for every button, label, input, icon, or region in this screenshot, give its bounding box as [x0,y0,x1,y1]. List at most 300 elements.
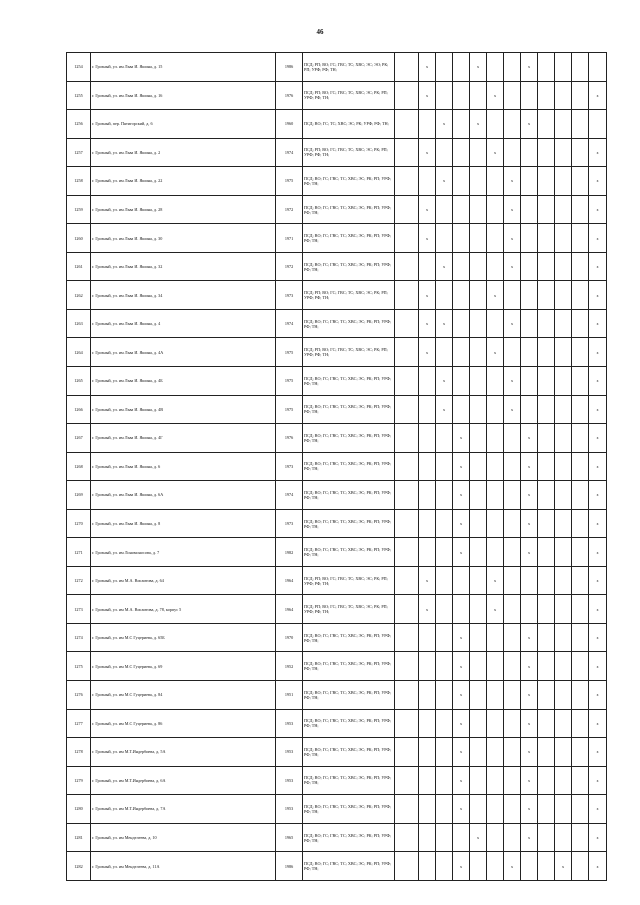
mark-cell [572,509,589,538]
mark-cell [453,738,470,767]
mark-cell [395,53,419,82]
mark-cell [504,81,521,110]
mark-x: x [527,749,531,755]
mark-cell [504,709,521,738]
row-year: 1976 [276,424,303,453]
row-year: 1964 [276,595,303,624]
mark-cell [395,281,419,310]
mark-cell [504,281,521,310]
table-row [67,81,607,110]
mark-cell [504,509,521,538]
mark-cell [504,652,521,681]
mark-x: x [425,349,429,355]
mark-x: x [510,406,514,412]
mark-cell [395,81,419,110]
mark-cell [555,623,572,652]
mark-cell [436,53,453,82]
mark-cell [504,452,521,481]
mark-cell [538,509,555,538]
mark-x: x [493,578,497,584]
table-row [67,681,607,710]
mark-cell [555,452,572,481]
table-row [67,795,607,824]
mark-cell [395,367,419,396]
row-services: ПСД; РП; ВО; ГС; ГВС; ТС; ХВС; ЭС; РК; РП; УРФ; РФ; ТН; [303,281,395,310]
mark-x: x [459,435,463,441]
row-number: 1256 [67,110,91,139]
mark-x: x [527,663,531,669]
mark-cell [453,367,470,396]
mark-cell [572,224,589,253]
row-year: 1973 [276,452,303,481]
mark-x: x [561,863,565,869]
mark-x: x [596,492,599,498]
mark-cell [589,252,607,281]
mark-cell [395,852,419,881]
mark-cell [589,195,607,224]
row-number: 1270 [67,509,91,538]
row-services: ПСД; ВО; ГС; ГВС; ТС; ХВС; ЭС; РК; РП; УРФ; РФ; ТН; [303,167,395,196]
row-address: г. Грозный, ул. им Льва И. Яшина, д. 30 [91,224,276,253]
mark-cell [538,766,555,795]
mark-cell [470,195,487,224]
row-number: 1260 [67,224,91,253]
mark-x: x [596,549,599,555]
mark-cell [453,509,470,538]
mark-cell [589,852,607,881]
row-address: г. Грозный, ул. им М.С Гуцериева, д. 69 [91,652,276,681]
row-address: г. Грозный, ул. им Льва И. Яшина, д. 4Г [91,424,276,453]
mark-cell [504,595,521,624]
mark-x: x [510,321,514,327]
mark-cell [572,566,589,595]
mark-x: x [459,635,463,641]
mark-cell [521,81,538,110]
mark-cell [572,110,589,139]
mark-cell [555,138,572,167]
mark-x: x [527,720,531,726]
mark-cell [572,623,589,652]
mark-cell [521,167,538,196]
mark-cell [572,395,589,424]
mark-cell [521,652,538,681]
mark-cell [395,595,419,624]
mark-x: x [425,321,429,327]
mark-cell [589,795,607,824]
row-number: 1268 [67,452,91,481]
mark-cell [504,309,521,338]
mark-cell [589,566,607,595]
table-row [67,110,607,139]
mark-cell [395,252,419,281]
mark-cell [487,481,504,510]
mark-cell [555,823,572,852]
mark-cell [555,167,572,196]
mark-cell [395,652,419,681]
mark-x: x [442,406,446,412]
mark-cell [470,709,487,738]
mark-cell [487,623,504,652]
mark-x: x [425,578,429,584]
mark-cell [419,623,436,652]
mark-cell [419,224,436,253]
mark-cell [538,424,555,453]
mark-cell [504,367,521,396]
row-address: г. Грозный, ул. им Льва И. Яшина, д. 8 [91,509,276,538]
mark-cell [538,395,555,424]
mark-cell [589,681,607,710]
mark-cell [572,309,589,338]
row-address: г. Грозный, ул. им Льва И. Яшина, д. 4 [91,309,276,338]
table-row [67,738,607,767]
mark-cell [572,281,589,310]
mark-cell [572,424,589,453]
mark-cell [521,281,538,310]
row-services: ПСД; РП; ВО; ГС; ГВС; ТС; ХВС; ЭС; ЭО; РК; РП; УРФ; РФ; ТН; [303,53,395,82]
mark-cell [521,252,538,281]
mark-cell [487,338,504,367]
mark-x: x [510,235,514,241]
row-services: ПСД; ВО; ГС; ГВС; ТС; ХВС; ЭС; РК; РП; УРФ; РФ; ТН; [303,367,395,396]
mark-cell [538,81,555,110]
mark-cell [436,252,453,281]
row-number: 1258 [67,167,91,196]
mark-cell [419,367,436,396]
mark-x: x [459,806,463,812]
mark-cell [395,309,419,338]
mark-cell [538,709,555,738]
mark-x: x [425,606,429,612]
mark-cell [436,681,453,710]
mark-cell [538,595,555,624]
mark-cell [521,709,538,738]
mark-cell [538,738,555,767]
mark-cell [419,709,436,738]
mark-cell [419,81,436,110]
mark-x: x [510,207,514,212]
row-address: г. Грозный, ул. им Льва И. Яшина, д. 4В [91,395,276,424]
row-services: ПСД; ВО; ГС; ГВС; ТС; ХВС; ЭС; РК; РП; УРФ; РФ; ТН; [303,252,395,281]
row-address: г. Грозный, ул. им М.С Гуцериева, д. 65Б [91,623,276,652]
mark-x: x [596,207,599,212]
table-row [67,566,607,595]
mark-cell [521,566,538,595]
table-row [67,395,607,424]
row-year: 1986 [276,852,303,881]
mark-cell [589,138,607,167]
mark-x: x [493,292,497,298]
row-year: 1973 [276,281,303,310]
mark-cell [395,681,419,710]
row-services: ПСД; РП; ВО; ГС; ГВС; ТС; ХВС; ЭС; РК; РП; УРФ; РФ; ТН; [303,595,395,624]
mark-cell [555,738,572,767]
mark-cell [470,252,487,281]
row-year: 1973 [276,509,303,538]
mark-cell [453,623,470,652]
row-services: ПСД; ВО; ГС; ГВС; ТС; ХВС; ЭС; РК; РП; УРФ; РФ; ТН; [303,309,395,338]
row-number: 1275 [67,652,91,681]
mark-cell [436,81,453,110]
mark-cell [589,652,607,681]
mark-x: x [459,863,463,869]
mark-x: x [596,835,599,841]
mark-x: x [596,435,599,441]
mark-cell [487,595,504,624]
row-address: г. Грозный, ул. им Льва И. Яшина, д. 32 [91,252,276,281]
mark-cell [436,309,453,338]
table-row [67,452,607,481]
mark-cell [572,681,589,710]
mark-cell [436,224,453,253]
row-address: г. Грозный, ул. им Льва И. Яшина, д. 16 [91,81,276,110]
row-year: 1952 [276,652,303,681]
mark-cell [589,595,607,624]
mark-cell [470,338,487,367]
mark-cell [555,538,572,567]
row-address: г. Грозный, ул. им Льва И. Яшина, д. 28 [91,195,276,224]
mark-x: x [527,463,531,469]
row-number: 1254 [67,53,91,82]
mark-cell [419,852,436,881]
table-row [67,224,607,253]
mark-cell [395,566,419,595]
mark-cell [419,424,436,453]
table-row [67,281,607,310]
mark-x: x [596,463,599,469]
row-services: ПСД; ВО; ГС; ГВС; ТС; ХВС; ЭС; РК; РП; УРФ; РФ; ТН; [303,652,395,681]
mark-cell [572,138,589,167]
mark-cell [538,195,555,224]
row-address: г. Грозный, ул. им Льва И. Яшина, д. 6 [91,452,276,481]
mark-cell [453,53,470,82]
mark-cell [572,738,589,767]
row-address: г. Грозный, пер. Пятигорский, д. 6 [91,110,276,139]
mark-cell [521,481,538,510]
mark-cell [436,652,453,681]
mark-x: x [596,521,599,527]
mark-cell [521,224,538,253]
mark-cell [436,167,453,196]
table-row [67,167,607,196]
mark-cell [538,823,555,852]
mark-cell [395,110,419,139]
mark-cell [555,709,572,738]
mark-cell [470,595,487,624]
mark-cell [555,795,572,824]
mark-x: x [442,178,446,184]
mark-cell [555,395,572,424]
row-year: 1960 [276,110,303,139]
mark-cell [589,110,607,139]
mark-cell [572,481,589,510]
mark-cell [470,766,487,795]
mark-cell [589,281,607,310]
mark-cell [453,167,470,196]
mark-x: x [527,549,531,555]
mark-cell [487,681,504,710]
mark-cell [453,823,470,852]
mark-cell [470,395,487,424]
mark-x: x [425,64,429,70]
row-services: ПСД; ВО; ГС; ГВС; ТС; ХВС; ЭС; РК; РП; УРФ; РФ; ТН; [303,709,395,738]
mark-cell [487,538,504,567]
mark-x: x [459,492,463,498]
mark-cell [487,424,504,453]
mark-x: x [596,720,599,726]
mark-cell [572,367,589,396]
mark-cell [487,138,504,167]
mark-cell [487,252,504,281]
mark-cell [572,795,589,824]
mark-cell [589,424,607,453]
mark-cell [572,452,589,481]
mark-cell [487,738,504,767]
row-year: 1953 [276,738,303,767]
row-services: ПСД; РП; ВО; ГС; ГВС; ТС; ХВС; ЭС; РК; РП; УРФ; РФ; ТН; [303,338,395,367]
row-year: 1951 [276,681,303,710]
table-row [67,852,607,881]
row-number: 1274 [67,623,91,652]
table-row [67,709,607,738]
mark-cell [538,138,555,167]
mark-cell [589,766,607,795]
mark-cell [521,424,538,453]
mark-cell [395,538,419,567]
mark-cell [419,252,436,281]
mark-cell [504,195,521,224]
mark-cell [504,623,521,652]
mark-x: x [459,463,463,469]
row-number: 1278 [67,738,91,767]
mark-cell [521,766,538,795]
mark-cell [555,224,572,253]
mark-cell [589,481,607,510]
row-services: ПСД; ВО; ГС; ГВС; ТС; ХВС; ЭС; РК; РП; УРФ; РФ; ТН; [303,681,395,710]
mark-cell [521,309,538,338]
mark-cell [589,367,607,396]
table-row [67,53,607,82]
row-number: 1264 [67,338,91,367]
row-year: 1975 [276,167,303,196]
mark-cell [487,823,504,852]
mark-cell [470,367,487,396]
mark-cell [436,566,453,595]
mark-cell [555,681,572,710]
mark-cell [453,709,470,738]
mark-cell [453,566,470,595]
row-number: 1269 [67,481,91,510]
mark-cell [453,195,470,224]
row-year: 1972 [276,195,303,224]
row-services: ПСД; ВО; ГС; ГВС; ТС; ХВС; ЭС; РК; РП; УРФ; РФ; ТН; [303,823,395,852]
mark-cell [555,195,572,224]
mark-cell [487,167,504,196]
table-row [67,509,607,538]
row-year: 1970 [276,623,303,652]
mark-cell [395,481,419,510]
mark-cell [521,823,538,852]
mark-x: x [596,806,599,812]
mark-cell [538,652,555,681]
mark-cell [436,766,453,795]
mark-cell [589,709,607,738]
mark-cell [521,681,538,710]
mark-cell [453,681,470,710]
mark-cell [572,538,589,567]
mark-cell [470,738,487,767]
mark-cell [521,195,538,224]
mark-cell [521,795,538,824]
mark-cell [470,53,487,82]
mark-cell [470,481,487,510]
row-number: 1257 [67,138,91,167]
mark-cell [487,224,504,253]
mark-cell [436,623,453,652]
row-year: 1953 [276,766,303,795]
row-address: г. Грозный, ул. им Льва И. Яшина, д. 34 [91,281,276,310]
housing-registry-table [66,52,607,881]
table-row [67,538,607,567]
row-address: г. Грозный, ул. им Льва И. Яшина, д. 15 [91,53,276,82]
mark-x: x [596,863,599,869]
mark-cell [538,566,555,595]
mark-x: x [527,521,531,527]
mark-cell [555,281,572,310]
mark-cell [453,138,470,167]
row-year: 1975 [276,395,303,424]
mark-cell [521,138,538,167]
mark-x: x [596,264,599,270]
row-services: ПСД; ВО; ГС; ГВС; ТС; ХВС; ЭС; РК; РП; УРФ; РФ; ТН; [303,852,395,881]
row-number: 1282 [67,852,91,881]
mark-cell [395,424,419,453]
mark-cell [504,538,521,567]
mark-cell [470,509,487,538]
mark-cell [470,138,487,167]
row-year: 1953 [276,709,303,738]
mark-cell [572,195,589,224]
mark-cell [538,452,555,481]
mark-cell [504,481,521,510]
row-services: ПСД; ВО; ГС; ГВС; ТС; ХВС; ЭС; РК; РП; УРФ; РФ; ТН; [303,509,395,538]
mark-x: x [596,406,599,412]
row-year: 1975 [276,338,303,367]
row-address: г. Грозный, ул. им М.С Гуцериева, д. 84 [91,681,276,710]
mark-x: x [596,149,599,155]
mark-cell [395,738,419,767]
mark-x: x [527,806,531,812]
mark-cell [521,538,538,567]
mark-x: x [596,92,599,98]
mark-cell [504,681,521,710]
mark-cell [521,395,538,424]
table-row [67,252,607,281]
row-year: 1975 [276,367,303,396]
mark-x: x [596,349,599,355]
mark-cell [419,452,436,481]
mark-cell [470,623,487,652]
mark-x: x [527,435,531,441]
mark-cell [470,823,487,852]
row-address: г. Грозный, ул. им М.А. Висаитова, д. 78, корпус 5 [91,595,276,624]
mark-cell [395,138,419,167]
mark-cell [504,110,521,139]
row-services: ПСД; ВО; ГС; ГВС; ТС; ХВС; ЭС; РК; РП; УРФ; РФ; ТН; [303,481,395,510]
mark-cell [436,595,453,624]
mark-x: x [425,207,429,212]
mark-cell [555,367,572,396]
mark-cell [395,509,419,538]
